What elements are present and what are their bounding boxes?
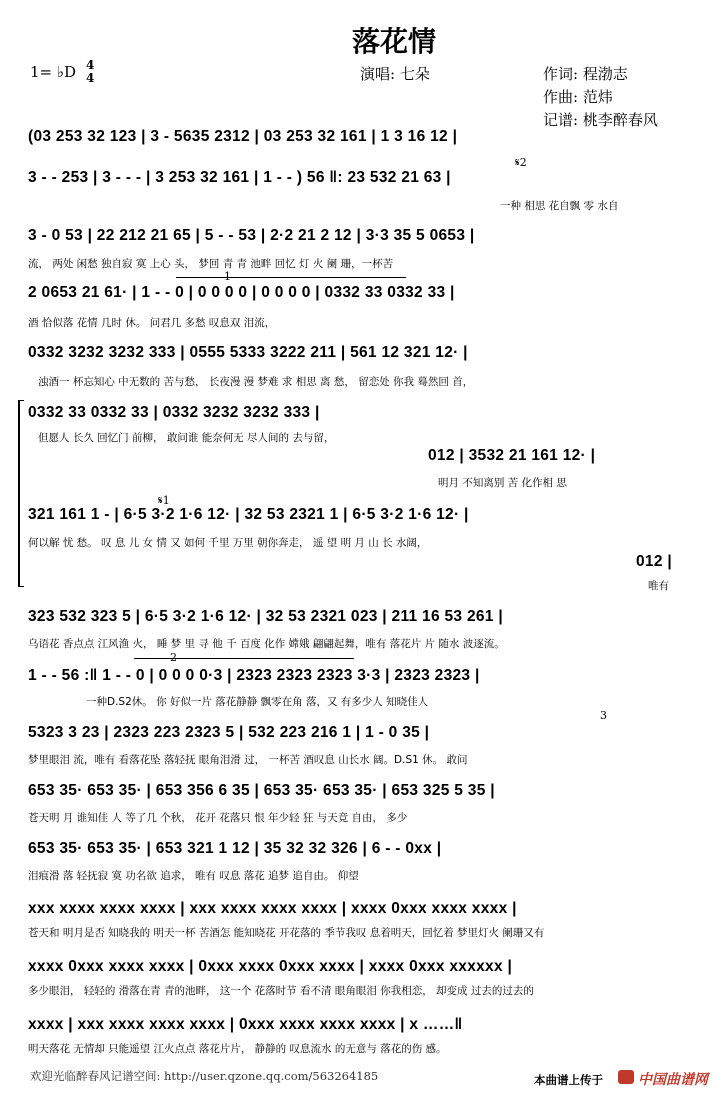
lyric-line: 明天落花 无情却 只能遥望 江火点点 落花片片， 静静的 叹息流水 的无意与 落花的伤 感。 <box>28 1043 447 1055</box>
lyric-line: 苍天和 明月是否 知晓我的 明天一杯 苦酒怎 能知晓花 开花落的 季节我叹 息着明天，回忆着 梦里灯火 阑珊又有 <box>28 927 545 939</box>
lyric-line: 唯有 <box>648 580 669 592</box>
lyric-line: 泪痕滑 落 轻抚寂 寞 功名欲 追求， 唯有 叹息 落花 追梦 追自由。 仰望 <box>28 870 359 882</box>
singer-credit: 演唱: 七朵 <box>360 65 430 83</box>
lyric-line: 乌语花 香点点 江风渔 火， 睡 梦 里 寻 他 千 百度 化作 嫦娥 翩翩起舞，唯有 落花片 片 随水 波逐流。 <box>28 638 505 650</box>
notation-line: 3 - 0 53 | 22 212 21 65 | 5 - - 53 | 2·2 21 2 12 | 3·3 35 5 0653 | <box>28 227 475 244</box>
segno-2-sign: 𝄋2 <box>515 156 527 169</box>
lyric-line: 酒 恰似落 花情 几时 休。 问君几 多愁 叹息双 泪流， <box>28 317 276 329</box>
repeat-bracket <box>18 400 24 587</box>
lyric-line: 何以解 忧 愁。 叹 息 儿 女 情 又 如何 千里 万里 朝你奔走， 遥 望 明 月 山 长 水阔， <box>28 537 428 549</box>
notation-line: 321 161 1 - | 6·5 3·2 1·6 12· | 32 53 2321 1 | 6·5 3·2 1·6 12· | <box>28 506 469 523</box>
notation-line: 0332 33 0332 33 | 0332 3232 3232 333 | <box>28 404 320 421</box>
segno-1-sign: 𝄋1 <box>158 494 170 507</box>
key-signature: 1= ♭D <box>30 63 76 81</box>
volta-1-label: 1 <box>224 270 231 283</box>
composer-credit: 作曲: 范炜 <box>543 88 613 106</box>
notation-line: 012 | <box>636 553 673 570</box>
notation-line: 1 - - 56 :‖ 1 - - 0 | 0 0 0 0·3 | 2323 2323 2323 3·3 | 2323 2323 | <box>28 667 480 684</box>
notation-line: xxxx 0xxx xxxx xxxx | 0xxx xxxx 0xxx xxxx | xxxx 0xxx xxxxxx | <box>28 958 513 975</box>
brand-logo-icon <box>618 1070 634 1084</box>
volta-1-line <box>176 277 406 278</box>
notation-line: (03 253 32 123 | 3 - 5635 2312 | 03 253 32 161 | 1 3 16 12 | <box>28 128 458 145</box>
time-signature-bottom: 4 <box>86 71 95 85</box>
notation-line: 323 532 323 5 | 6·5 3·2 1·6 12· | 32 53 2321 023 | 211 16 53 261 | <box>28 608 503 625</box>
footer-uploaded-label: 本曲谱上传于 <box>534 1073 603 1087</box>
volta-2-line <box>134 658 354 659</box>
notation-line: 012 | 3532 21 161 12· | <box>428 447 596 464</box>
lyric-line: 浊酒一 杯忘知心 中无数的 苦与愁， 长夜漫 漫 梦难 求 相思 离 愁， 留恋处 你我 蓦然回 首， <box>38 376 474 388</box>
notation-line: xxx xxxx xxxx xxxx | xxx xxxx xxxx xxxx | xxxx 0xxx xxxx xxxx | <box>28 900 517 917</box>
lyricist-credit: 作词: 程渤志 <box>543 65 628 83</box>
footer-website: 欢迎光临醉春风记谱空间: http://user.qzone.qq.com/563264185 <box>30 1069 379 1083</box>
song-title: 落花情 <box>352 25 437 58</box>
lyric-line: 但愿人 长久 回忆门 前柳， 敢问谁 能奈何无 尽人间的 去与留， <box>38 432 335 444</box>
lyric-line: 多少眼泪， 轻轻的 滑落在青 青的池畔， 这一个 花落时节 看不清 眼角眼泪 你我相恋， 却变成 过去的过去的 <box>28 985 534 997</box>
lyric-line: 一种 相思 花自飘 零 水自 <box>500 200 619 212</box>
notation-line: 653 35· 653 35· | 653 321 1 12 | 35 32 32 326 | 6 - - 0xx | <box>28 840 442 857</box>
notation-line: 5323 3 23 | 2323 223 2323 5 | 532 223 216 1 | 1 - 0 35 | <box>28 724 430 741</box>
transcriber-credit: 记谱: 桃李醉春风 <box>543 111 658 129</box>
lyric-line: 梦里眼泪 流，唯有 看落花坠 落轻抚 眼角泪滑 过， 一杯苦 酒叹息 山长水 阔。D.S1 休。 敢问 <box>28 754 468 766</box>
triplet-3-label: 3 <box>600 709 607 722</box>
notation-line: 2 0653 21 61· | 1 - - 0 | 0 0 0 0 | 0 0 0 0 | 0332 33 0332 33 | <box>28 284 455 301</box>
footer-brand: 中国曲谱网 <box>638 1072 708 1088</box>
lyric-line: 一种D.S2休。 你 好似一片 落花静静 飘零在角 落，又 有多少人 知晓佳人 <box>86 696 429 708</box>
notation-line: 653 35· 653 35· | 653 356 6 35 | 653 35· 653 35· | 653 325 5 35 | <box>28 782 495 799</box>
notation-line: 0332 3232 3232 333 | 0555 5333 3222 211 | 561 12 321 12· | <box>28 344 468 361</box>
volta-2-label: 2 <box>170 651 177 664</box>
notation-line: xxxx | xxx xxxx xxxx xxxx | 0xxx xxxx xxxx xxxx | x ……‖ <box>28 1016 463 1033</box>
lyric-line: 苍天明 月 谁知佳 人 等了几 个秋， 花开 花落只 恨 年少轻 狂 与天竞 自由， 多少 <box>28 812 408 824</box>
lyric-line: 明月 不知离别 苦 化作相 思 <box>438 477 567 489</box>
notation-line: 3 - - 253 | 3 - - - | 3 253 32 161 | 1 - - ) 56 ‖: 23 532 21 63 | <box>28 169 451 186</box>
lyric-line: 流， 两处 闲愁 独自寂 寞 上心 头， 梦回 青 青 池畔 回忆 灯 火 阑 珊，一杯苦 <box>28 258 394 270</box>
time-signature-top: 4 <box>86 58 95 72</box>
